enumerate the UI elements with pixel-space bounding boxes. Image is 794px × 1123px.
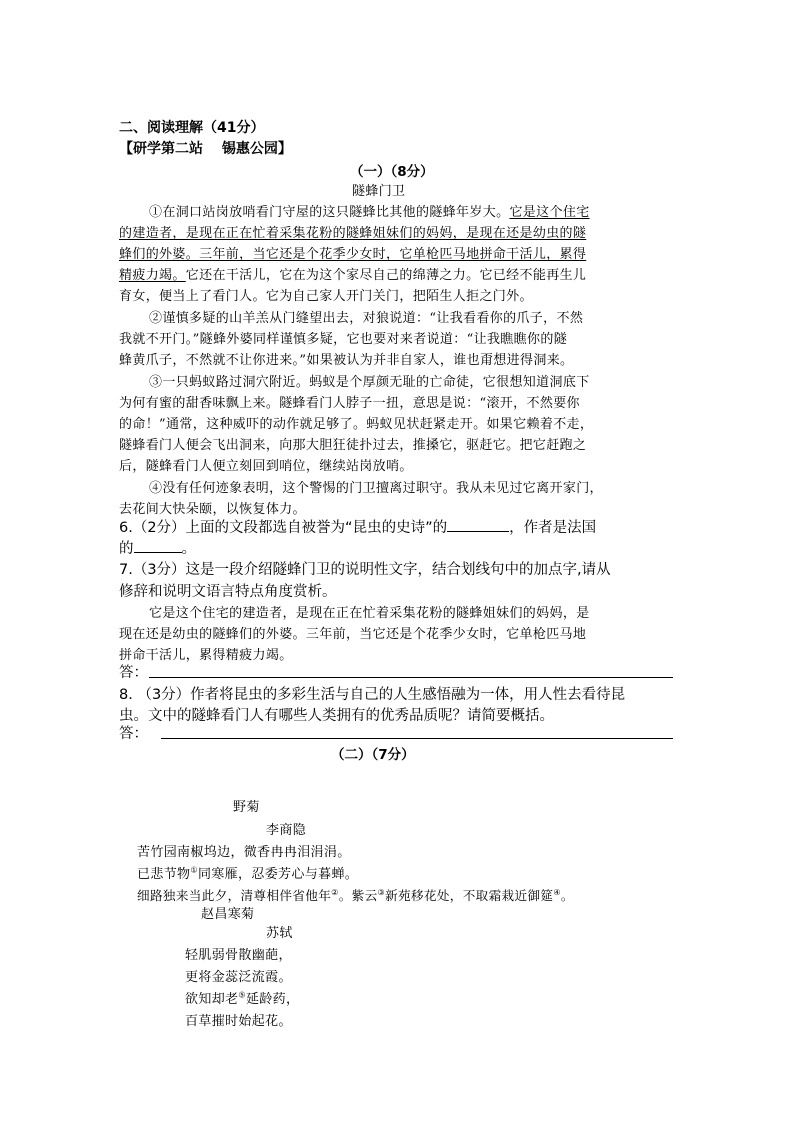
poem-line: 细路独来当此夕，清尊相伴省他年②。紫云③新苑移花处，不取霜栽近御筵④。 (137, 887, 574, 903)
part2-heading: （二）（7分） (331, 747, 415, 763)
question-8-cont: 虫。文中的隧蜂看门人有哪些人类拥有的优秀品质呢？请简要概括。 (119, 708, 554, 724)
poem-line: 轻肌弱骨散幽葩， (185, 948, 292, 963)
article-line: ③一只蚂蚁路过洞穴附近。蚂蚁是个厚颜无耻的亡命徒，它很想知道洞底下 (149, 375, 590, 390)
article-line: 我就不开门。”隧蜂外婆同样谨慎多疑，它也要对来者说道：“让我瞧瞧你的隧 (119, 332, 568, 347)
footnote-marker: ② (331, 887, 339, 897)
answer-blank[interactable] (134, 538, 182, 553)
part1-heading: （一）（8分） (350, 164, 434, 180)
quoted-passage: 现在还是幼虫的隧蜂们的外婆。三年前，当它还是个花季少女时，它单枪匹马地 (119, 627, 587, 642)
article-line: 精疲力竭。它还在干活儿，它在为这个家尽自己的绵薄之力。它已经不能再生儿 (119, 268, 587, 283)
footnote-marker: ⑤ (238, 990, 246, 1000)
article-line: 后，隧蜂看门人便立刻回到哨位，继续站岗放哨。 (119, 459, 413, 474)
question-7: 7.（3分）这是一段介绍隧蜂门卫的说明性文字，结合划线句中的加点字,请从 (119, 562, 611, 578)
poem-line: 欲知却老⑤延龄药， (185, 990, 300, 1007)
poem-author: 李商隐 (266, 823, 307, 838)
poem-line: 苦竹园南椒坞边，微香冉冉泪涓涓。 (137, 845, 351, 860)
question-7-cont: 修辞和说明文语言特点角度赏析。 (119, 584, 337, 600)
footnote-marker: ④ (553, 887, 561, 897)
quoted-passage: 拼命干活儿，累得精疲力竭。 (119, 648, 293, 663)
article-title: 隧蜂门卫 (352, 184, 406, 199)
article-line: 去花间大快朵颐，以恢复体力。 (119, 502, 306, 517)
article-line: ①在洞口站岗放哨看门守屋的这只隧蜂比其他的隧蜂年岁大。它是这个住宅 (149, 205, 590, 220)
underlined-sentence: 它是这个住宅 (509, 205, 590, 220)
poem-author: 苏轼 (266, 926, 293, 941)
answer-label: 答： (119, 665, 148, 681)
answer-line[interactable] (149, 677, 673, 678)
poem-title: 赵昌寒菊 (201, 907, 255, 922)
article-line: 为何有蜜的甜香味飘上来。隧蜂看门人脖子一扭，意思是说：“滚开，不然要你 (119, 396, 580, 411)
answer-blank[interactable] (447, 517, 509, 532)
article-line: 的命！”通常，这种威吓的动作就足够了。蚂蚁见状赶紧走开。如果它赖着不走， (119, 417, 594, 432)
underlined-sentence: 的建造者，是现在正在忙着采集花粉的隧蜂姐妹们的妈妈，是现在还是幼虫的隧 (119, 226, 587, 241)
question-6-cont: 的 。 (119, 537, 196, 558)
answer-label: 答： (119, 726, 148, 742)
article-line: ②谨慎多疑的山羊羔从门缝望出去，对狼说道：“让我看看你的爪子，不然 (149, 311, 584, 326)
poem-line: 已悲节物①同寒雁，忍委芳心与暮蝉。 (137, 865, 359, 882)
station-heading: 【研学第二站 锡惠公园】 (119, 141, 292, 157)
poem-line: 更将金蕊泛流霞。 (185, 970, 292, 985)
poem-line: 百草摧时始起花。 (185, 1014, 292, 1029)
article-line: ④没有任何迹象表明，这个警惕的门卫擅离过职守。我从未见过它离开家门， (149, 481, 603, 496)
quoted-passage: 它是这个住宅的建造者，是现在正在忙着采集花粉的隧蜂姐妹们的妈妈，是 (149, 606, 590, 621)
article-line: 蜂黄爪子，不然就不让你进来。”如果被认为并非自家人，谁也甭想进得洞来。 (119, 353, 574, 368)
underlined-sentence: 蜂们的外婆。三年前，当它还是个花季少女时，它单枪匹马地拼命干活儿，累得 (119, 247, 587, 262)
article-line: 隧蜂看门人便会飞出洞来，向那大胆狂徒扑过去，推搡它，驱赶它。把它赶跑之 (119, 438, 587, 453)
footnote-marker: ③ (377, 887, 386, 897)
poem-title: 野菊 (233, 800, 260, 815)
question-8: 8. （3分）作者将昆虫的多彩生活与自己的人生感悟融为一体，用人性去看待昆 (119, 687, 626, 703)
question-6: 6.（2分）上面的文段都选自被誉为“昆虫的史诗”的 ，作者是法国 (119, 516, 596, 537)
article-line: 育女，便当上了看门人。它为自己家人开门关门，把陌生人拒之门外。 (119, 289, 533, 304)
answer-line[interactable] (161, 738, 673, 739)
section-title: 二、阅读理解（41分） (119, 120, 265, 136)
underlined-sentence: 精疲力竭。 (119, 268, 186, 283)
footnote-marker: ① (190, 865, 198, 875)
